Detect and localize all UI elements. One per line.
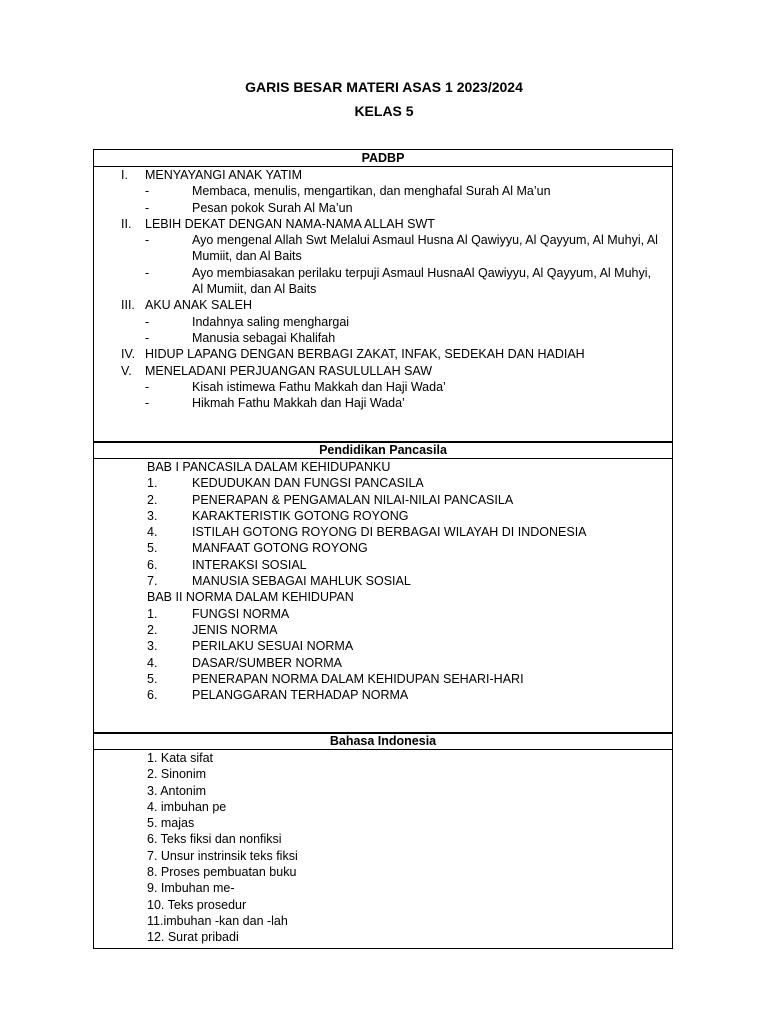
bab-title-row	[94, 589, 672, 605]
topic-row	[94, 216, 672, 232]
item-text: PERILAKU SESUAI NORMA	[192, 639, 354, 654]
item-text: 11.imbuhan -kan dan -lah	[147, 913, 288, 928]
topic-number: V.	[121, 363, 132, 378]
section-body	[94, 167, 672, 411]
list-item	[94, 508, 672, 524]
topic-number: IV.	[121, 347, 136, 362]
item-number: 4.	[147, 525, 158, 540]
item-text: 12. Surat pribadi	[147, 930, 239, 945]
section-pendidikan-pancasila	[93, 441, 673, 734]
item-number: 3.	[147, 639, 158, 654]
item-text: 6. Teks fiksi dan nonfiksi	[147, 832, 282, 847]
topic-title: HIDUP LAPANG DENGAN BERBAGI ZAKAT, INFAK, SEDEKAH DAN HADIAH	[145, 347, 585, 362]
list-item	[94, 750, 672, 766]
item-text: PELANGGARAN TERHADAP NORMA	[192, 688, 409, 703]
item-text: 8. Proses pembuatan buku	[147, 865, 297, 880]
subtopic-row	[94, 265, 672, 298]
document-subtitle: KELAS 5	[354, 103, 414, 119]
dash-bullet: -	[145, 265, 150, 280]
dash-bullet: -	[145, 184, 150, 199]
list-item	[94, 929, 672, 945]
item-text: KEDUDUKAN DAN FUNGSI PANCASILA	[192, 476, 424, 491]
subtopic-text: Hikmah Fathu Makkah dan Haji Wada’	[192, 396, 405, 411]
section-body	[94, 750, 672, 946]
item-number: 2.	[147, 622, 158, 637]
list-item	[94, 799, 672, 815]
subtopic-text: Kisah istimewa Fathu Makkah dan Haji Wada’	[192, 379, 446, 394]
item-text: DASAR/SUMBER NORMA	[192, 655, 343, 670]
list-item	[94, 540, 672, 556]
list-item	[94, 913, 672, 929]
subtopic-row	[94, 379, 672, 395]
item-text: FUNGSI NORMA	[192, 606, 290, 621]
item-text: PENERAPAN & PENGAMALAN NILAI-NILAI PANCASILA	[192, 492, 514, 507]
item-text: 4. imbuhan pe	[147, 799, 227, 814]
list-item	[94, 815, 672, 831]
topic-title: AKU ANAK SALEH	[145, 298, 252, 313]
item-text: 5. majas	[147, 816, 195, 831]
item-text: 2. Sinonim	[147, 767, 207, 782]
item-text: 9. Imbuhan me-	[147, 881, 235, 896]
item-text: MANFAAT GOTONG ROYONG	[192, 541, 368, 556]
item-number: 1.	[147, 476, 158, 491]
dash-bullet: -	[145, 330, 150, 345]
document-title: GARIS BESAR MATERI ASAS 1 2023/2024	[245, 79, 523, 95]
item-text: 10. Teks prosedur	[147, 897, 247, 912]
item-text: PENERAPAN NORMA DALAM KEHIDUPAN SEHARI-HARI	[192, 671, 524, 686]
subtopic-row	[94, 183, 672, 199]
subtopic-row	[94, 330, 672, 346]
item-number: 7.	[147, 574, 158, 589]
item-number: 1.	[147, 606, 158, 621]
item-number: 6.	[147, 557, 158, 572]
dash-bullet: -	[145, 200, 150, 215]
bab-title: BAB II NORMA DALAM KEHIDUPAN	[147, 590, 354, 605]
section-header: PADBP	[94, 150, 672, 167]
subtopic-text: Ayo membiasakan perilaku terpuji Asmaul HusnaAl Qawiyyu, Al Qayyum, Al Muhyi, Al Mumiit, dan Al Baits	[192, 265, 651, 297]
section-padbp	[93, 149, 673, 443]
section-body	[94, 459, 672, 703]
subtopic-row	[94, 200, 672, 216]
item-text: 1. Kata sifat	[147, 751, 214, 765]
subtopic-row	[94, 314, 672, 330]
dash-bullet: -	[145, 379, 150, 394]
section-bahasa-indonesia	[93, 732, 673, 949]
subtopic-row	[94, 395, 672, 411]
list-item	[94, 606, 672, 622]
list-item	[94, 655, 672, 671]
dash-bullet: -	[145, 396, 150, 411]
list-item	[94, 766, 672, 782]
topic-row	[94, 346, 672, 362]
subtopic-text: Membaca, menulis, mengartikan, dan menghafal Surah Al Ma’un	[192, 184, 551, 199]
list-item	[94, 573, 672, 589]
topic-row	[94, 297, 672, 313]
subtopic-text: Manusia sebagai Khalifah	[192, 330, 336, 345]
list-item	[94, 622, 672, 638]
list-item	[94, 880, 672, 896]
item-text: ISTILAH GOTONG ROYONG DI BERBAGAI WILAYAH DI INDONESIA	[192, 525, 587, 540]
subtopic-text: Indahnya saling menghargai	[192, 314, 350, 329]
item-number: 6.	[147, 688, 158, 703]
dash-bullet: -	[145, 314, 150, 329]
topic-title: LEBIH DEKAT DENGAN NAMA-NAMA ALLAH SWT	[145, 216, 435, 231]
section-header: Bahasa Indonesia	[94, 733, 672, 750]
list-item	[94, 475, 672, 491]
item-number: 2.	[147, 492, 158, 507]
item-text: JENIS NORMA	[192, 622, 278, 637]
list-item	[94, 848, 672, 864]
list-item	[94, 831, 672, 847]
list-item	[94, 524, 672, 540]
subtopic-row	[94, 232, 672, 265]
item-number: 3.	[147, 508, 158, 523]
list-item	[94, 864, 672, 880]
list-item	[94, 783, 672, 799]
item-number: 5.	[147, 541, 158, 556]
topic-title: MENYAYANGI ANAK YATIM	[145, 168, 302, 182]
bab-title-row	[94, 459, 672, 475]
item-number: 5.	[147, 671, 158, 686]
dash-bullet: -	[145, 233, 150, 248]
subtopic-text: Pesan pokok Surah Al Ma’un	[192, 200, 353, 215]
list-item	[94, 687, 672, 703]
topic-row	[94, 363, 672, 379]
item-text: 7. Unsur instrinsik teks fiksi	[147, 848, 298, 863]
item-number: 4.	[147, 655, 158, 670]
list-item	[94, 897, 672, 913]
topic-number: I.	[121, 168, 128, 182]
subtopic-text: Ayo mengenal Allah Swt Melalui Asmaul Husna Al Qawiyyu, Al Qayyum, Al Muhyi, Al Mumiit, dan Al Baits	[192, 233, 658, 264]
section-header: Pendidikan Pancasila	[94, 442, 672, 459]
list-item	[94, 557, 672, 573]
item-text: INTERAKSI SOSIAL	[192, 557, 307, 572]
list-item	[94, 671, 672, 687]
topic-number: II.	[121, 216, 132, 231]
item-text: KARAKTERISTIK GOTONG ROYONG	[192, 508, 409, 523]
list-item	[94, 638, 672, 654]
topic-number: III.	[121, 298, 135, 313]
topic-row	[94, 167, 672, 183]
topic-title: MENELADANI PERJUANGAN RASULULLAH SAW	[145, 363, 433, 378]
item-text: MANUSIA SEBAGAI MAHLUK SOSIAL	[192, 574, 411, 589]
bab-title: BAB I PANCASILA DALAM KEHIDUPANKU	[147, 460, 391, 474]
item-text: 3. Antonim	[147, 783, 207, 798]
list-item	[94, 492, 672, 508]
